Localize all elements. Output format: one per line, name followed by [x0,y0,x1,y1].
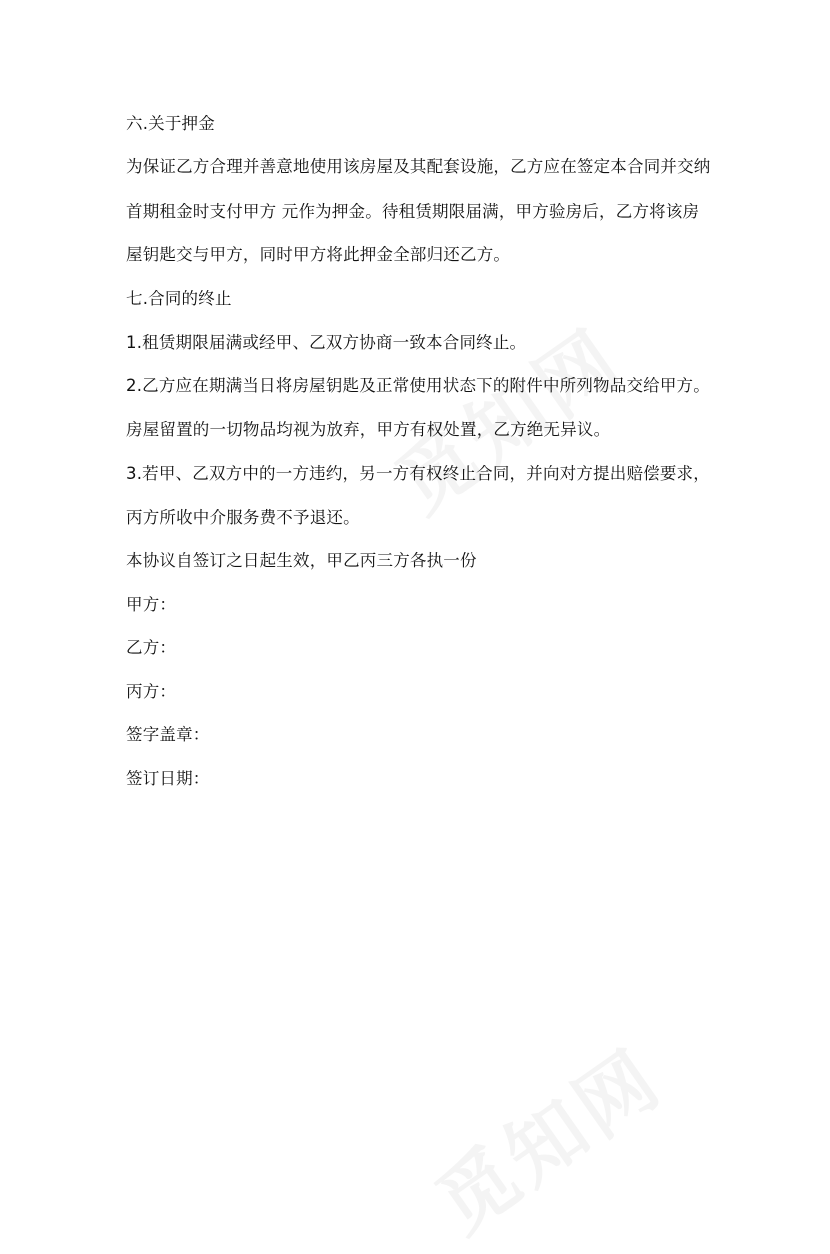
party-b-label: 乙方： [126,638,177,657]
clause-1: 1.租赁期限届满或经甲、乙双方协商一致本合同终止。 [126,333,527,352]
paragraph-line: 为保证乙方合理并善意地使用该房屋及其配套设施，乙方应在签定本合同并交纳 [126,157,711,176]
effective-statement: 本协议自签订之日起生效，甲乙丙三方各执一份 [126,551,477,570]
section-heading-deposit: 六.关于押金 [126,114,215,133]
clause-2: 2.乙方应在期满当日将房屋钥匙及正常使用状态下的附件中所列物品交给甲方。 [126,376,710,395]
paragraph-line: 丙方所收中介服务费不予退还。 [126,508,360,527]
paragraph-line: 首期租金时支付甲方 元作为押金。待租赁期限届满，甲方验房后，乙方将该房 [126,202,700,221]
clause-3: 3.若甲、乙双方中的一方违约，另一方有权终止合同，并向对方提出赔偿要求， [126,464,710,483]
party-c-label: 丙方： [126,682,177,701]
signature-seal-label: 签字盖章： [126,725,210,744]
section-heading-termination: 七.合同的终止 [126,289,232,308]
watermark-logo [411,1018,682,1254]
party-a-label: 甲方： [126,595,177,614]
sign-date-label: 签订日期： [126,769,210,788]
paragraph-line: 房屋留置的一切物品均视为放弃，甲方有权处置，乙方绝无异议。 [126,420,611,439]
paragraph-line: 屋钥匙交与甲方，同时甲方将此押金全部归还乙方。 [126,245,511,264]
